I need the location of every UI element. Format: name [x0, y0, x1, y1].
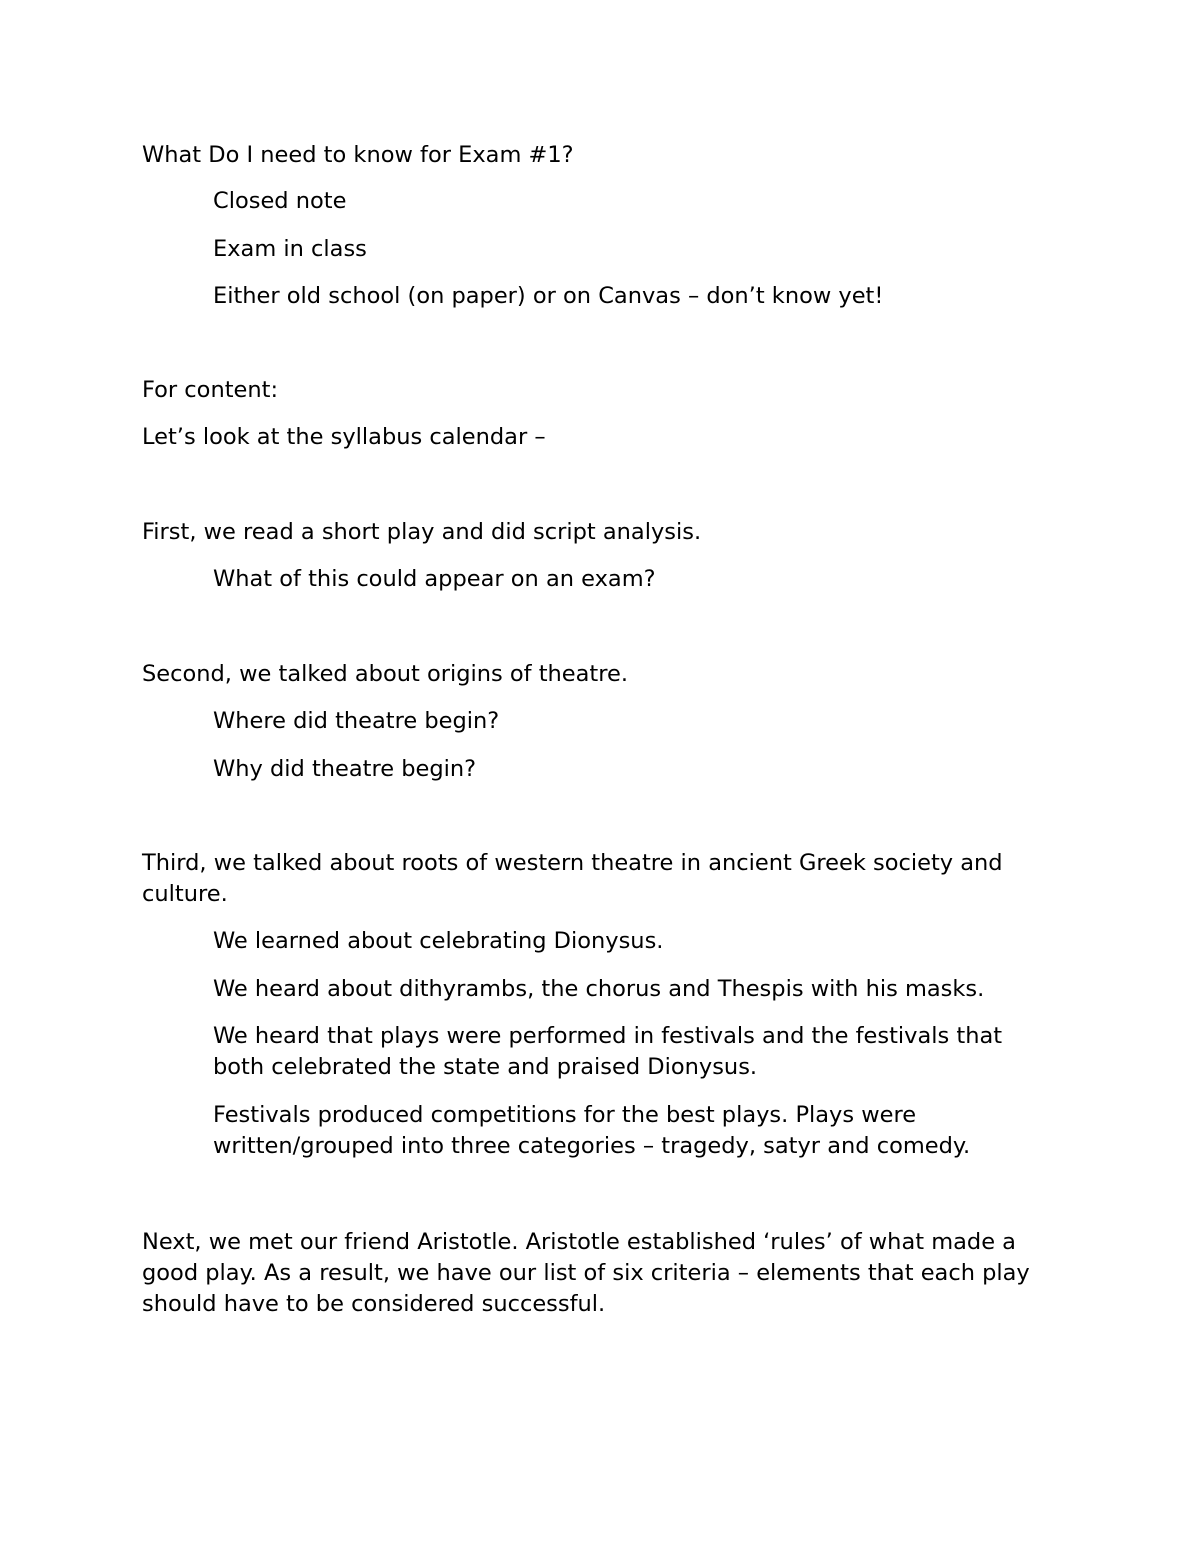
third-item-dionysus: We learned about celebrating Dionysus.	[213, 928, 664, 954]
third-item-dithyrambs: We heard about dithyrambs, the chorus and Thespis with his masks.	[213, 976, 985, 1002]
third-paragraph: Third, we talked about roots of western theatre in ancient Greek society and culture.	[142, 850, 1003, 907]
third-item-competitions: Festivals produced competitions for the best plays. Plays were written/grouped into three categories – tragedy, satyr and comedy.	[213, 1102, 971, 1159]
exam-detail-closed-note: Closed note	[213, 188, 347, 214]
exam-detail-format: Either old school (on paper) or on Canvas – don’t know yet!	[213, 283, 884, 309]
second-item-where: Where did theatre begin?	[213, 708, 500, 734]
second-paragraph: Second, we talked about origins of theatre.	[142, 661, 629, 687]
first-item: What of this could appear on an exam?	[213, 566, 656, 592]
next-paragraph: Next, we met our friend Aristotle. Aristotle established ‘rules’ of what made a good play. As a result, we have our list of six criteria – elements that each play should have to be considered successful.	[142, 1229, 1030, 1317]
syllabus-line: Let’s look at the syllabus calendar –	[142, 424, 546, 450]
document-title: What Do I need to know for Exam #1?	[142, 142, 574, 168]
third-item-festivals: We heard that plays were performed in festivals and the festivals that both celebrated the state and praised Dionysus.	[213, 1023, 1003, 1080]
content-heading: For content:	[142, 377, 279, 403]
first-paragraph: First, we read a short play and did script analysis.	[142, 519, 702, 545]
second-item-why: Why did theatre begin?	[213, 756, 477, 782]
exam-detail-in-class: Exam in class	[213, 236, 367, 262]
